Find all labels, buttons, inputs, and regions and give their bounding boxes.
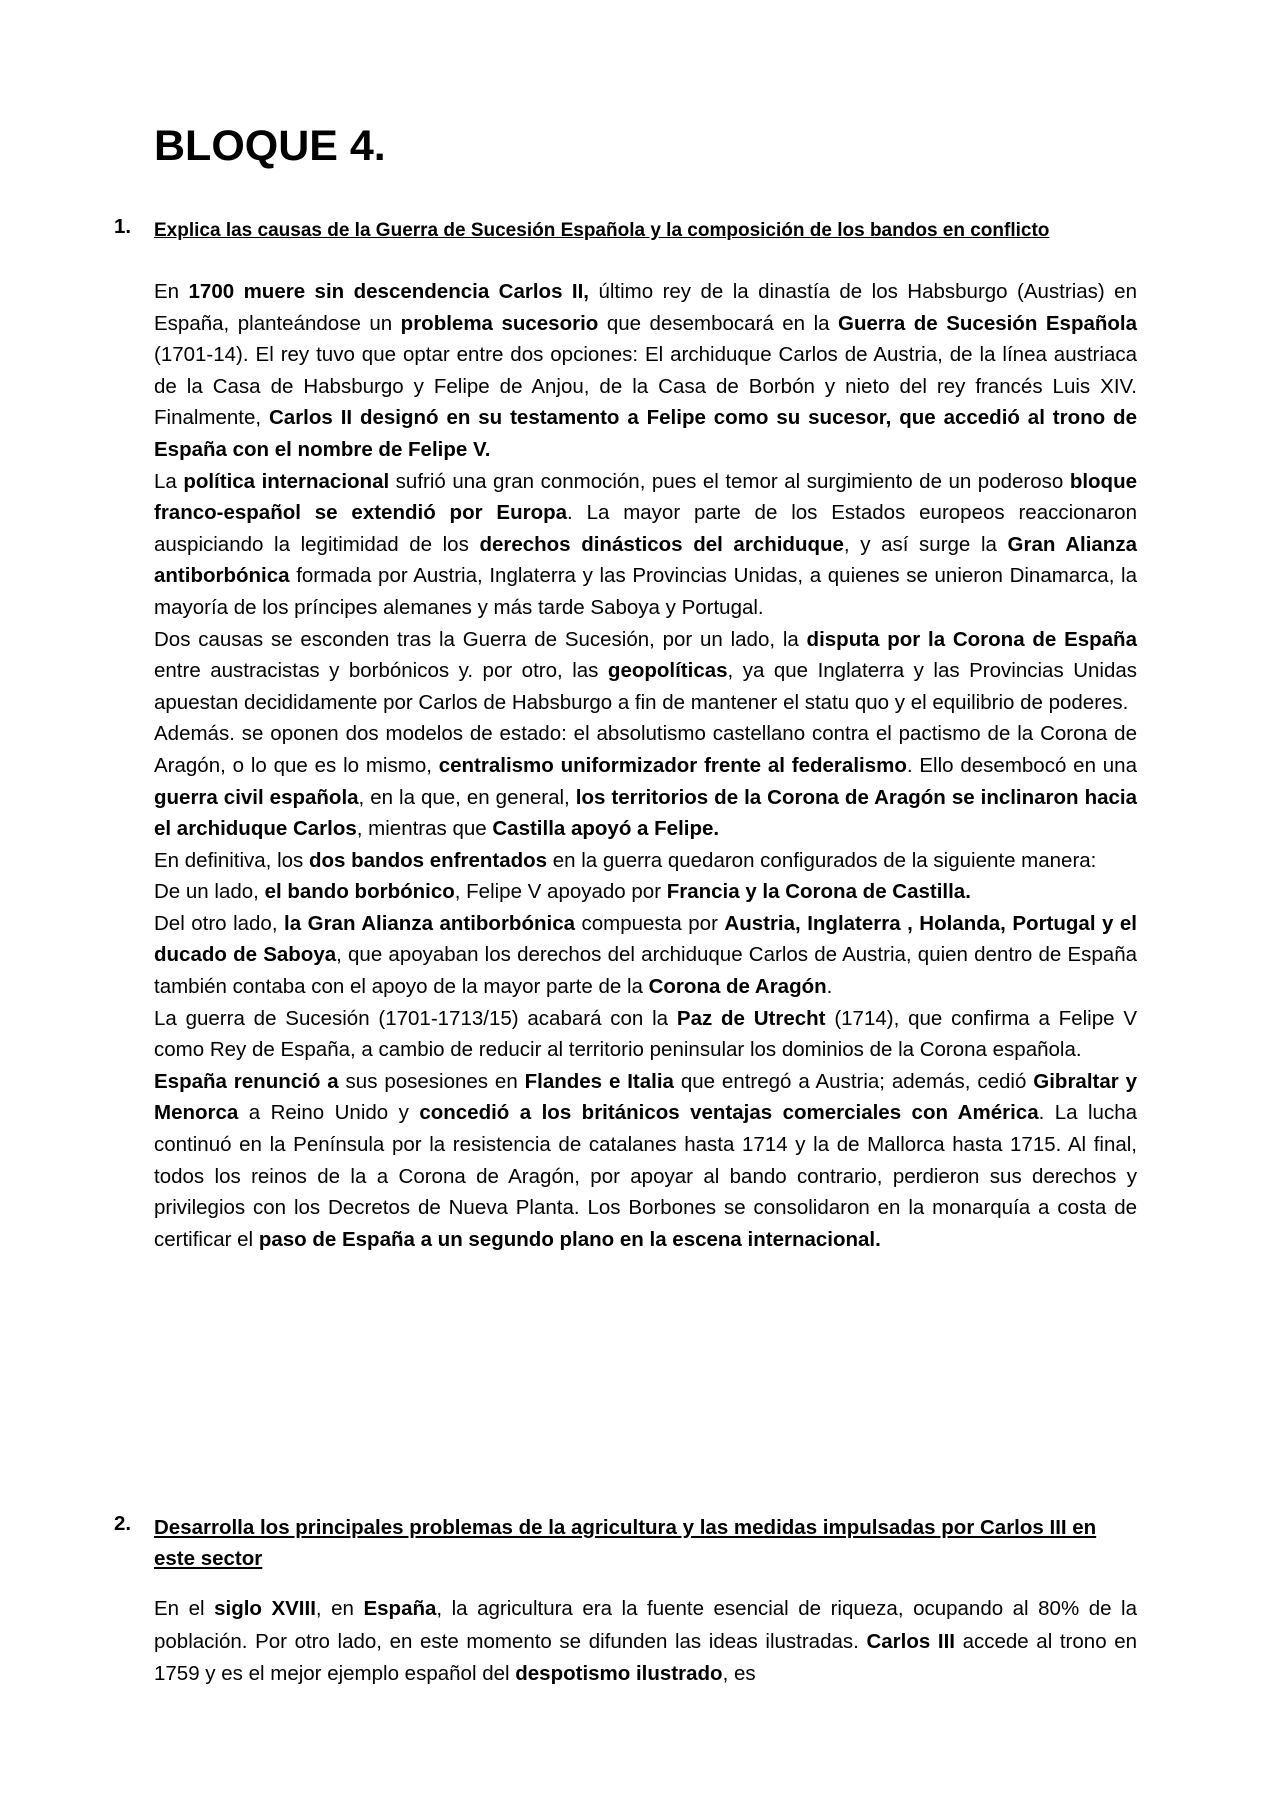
text-run: En definitiva, los bbox=[154, 848, 309, 872]
paragraph bbox=[154, 276, 1137, 466]
bold-text: bloque franco-español se extendió por Europa bbox=[154, 469, 1137, 525]
bold-text: Guerra de Sucesión Española bbox=[838, 311, 1138, 335]
paragraph bbox=[154, 845, 1137, 877]
text-run: La bbox=[154, 469, 184, 493]
bold-text: Austria, Inglaterra , Holanda, Portugal y el ducado de Saboya bbox=[154, 911, 1137, 967]
text-run: , Felipe V apoyado por bbox=[454, 880, 667, 904]
bold-text: Paz de Utrecht bbox=[676, 1006, 826, 1030]
bold-text: geopolíticas bbox=[607, 659, 728, 683]
text-run: compuesta por bbox=[575, 911, 725, 935]
text-run: accede al trono en 1759 y es el mejor ejemplo español del bbox=[154, 1629, 1138, 1685]
text-run: . La lucha continuó en la Península por la resistencia de catalanes hasta 1714 y la de Mallorca hasta 1715. Al final, todos los reinos de la a Corona de Aragón, por apoyar al bando contrario, perdieron sus derechos y privilegios con los Decretos de Nueva Planta. Los Borbones se consolidaron en la monarquía a costa de certificar el bbox=[154, 1101, 1137, 1251]
page-heading: BLOQUE 4. bbox=[154, 122, 386, 170]
bold-text: 1700 muere sin descendencia Carlos II, bbox=[188, 280, 589, 303]
text-run: , que apoyaban los derechos del archiduque Carlos de Austria, quien dentro de España también contaba con el apoyo de la mayor parte de la bbox=[154, 943, 1137, 999]
text-run: que entregó a Austria; además, cedió bbox=[673, 1069, 1034, 1093]
bold-text: Carlos III bbox=[866, 1629, 955, 1653]
question-2-body bbox=[154, 1593, 1137, 1691]
text-run: , en bbox=[315, 1597, 364, 1620]
bold-text: Francia y la Corona de Castilla. bbox=[666, 880, 971, 904]
paragraph bbox=[154, 908, 1137, 1003]
question-1-body bbox=[154, 276, 1137, 1255]
question-title: Desarrolla los principales problemas de la agricultura y las medidas impulsadas por Carlos III en este sector bbox=[154, 1516, 1097, 1570]
bold-text: disputa por la Corona de España bbox=[806, 627, 1137, 651]
text-run: , y así surge la bbox=[843, 532, 1008, 556]
text-run: Dos causas se esconden tras la Guerra de Sucesión, por un lado, la bbox=[154, 627, 807, 651]
text-run: que desembocará en la bbox=[598, 311, 839, 335]
bold-text: despotismo ilustrado bbox=[515, 1662, 723, 1685]
text-run: . La mayor parte de los Estados europeos reaccionaron auspiciando la legitimidad de los bbox=[154, 501, 1137, 556]
bold-text: guerra civil española bbox=[154, 785, 359, 809]
question-title: Explica las causas de la Guerra de Sucesión Española y la composición de los bandos en conflicto bbox=[154, 220, 1050, 241]
text-run: en la guerra quedaron configurados de la siguiente manera: bbox=[547, 848, 1097, 872]
bold-text: Castilla apoyó a Felipe. bbox=[492, 817, 720, 841]
text-run: sus posesiones en bbox=[338, 1069, 525, 1093]
paragraph bbox=[154, 1593, 1137, 1691]
bold-text: España bbox=[363, 1597, 437, 1620]
paragraph bbox=[154, 466, 1137, 624]
bold-text: el bando borbónico bbox=[264, 880, 455, 904]
bold-text: Gibraltar y Menorca bbox=[154, 1069, 1138, 1125]
paragraph bbox=[154, 1066, 1137, 1256]
bold-text: la Gran Alianza antiborbónica bbox=[284, 911, 575, 935]
paragraph bbox=[154, 624, 1137, 719]
text-run: Del otro lado, bbox=[154, 911, 285, 935]
question-number: 1. bbox=[114, 215, 132, 238]
text-run: último rey de la dinastía de los Habsburgo (Austrias) en España, planteándose un bbox=[154, 280, 1137, 335]
paragraph bbox=[154, 718, 1137, 844]
bold-text: Corona de Aragón bbox=[648, 975, 827, 999]
bold-text: los territorios de la Corona de Aragón se inclinaron hacia el archiduque Carlos bbox=[154, 785, 1137, 841]
bold-text: Carlos II designó en su testamento a Felipe como su sucesor, que accedió al trono de España con el nombre de Felipe V. bbox=[154, 406, 1137, 461]
text-run: La guerra de Sucesión (1701-1713/15) acabará con la bbox=[154, 1006, 677, 1030]
paragraph bbox=[154, 876, 1137, 908]
text-run: , es bbox=[722, 1662, 756, 1685]
text-run: sufrió una gran conmoción, pues el temor al surgimiento de un poderoso bbox=[389, 469, 1070, 493]
text-run: De un lado, bbox=[154, 880, 265, 904]
bold-text: España renunció a bbox=[154, 1069, 339, 1093]
bold-text: concedió a los británicos ventajas comerciales con América bbox=[419, 1101, 1039, 1125]
text-run: (1701-14). El rey tuvo que optar entre dos opciones: El archiduque Carlos de Austria, de la línea austriaca de la Casa de Habsburgo y Felipe de Anjou, de la Casa de Borbón y nieto del rey francés Luis XIV. Finalmente, bbox=[154, 343, 1137, 430]
bold-text: centralismo uniformizador frente al federalismo bbox=[438, 753, 907, 777]
text-run: En el bbox=[154, 1597, 215, 1620]
bold-text: siglo XVIII bbox=[214, 1597, 316, 1620]
bold-text: dos bandos enfrentados bbox=[308, 848, 548, 872]
text-run: . bbox=[826, 975, 833, 999]
text-run: a Reino Unido y bbox=[238, 1101, 420, 1125]
text-run: formada por Austria, Inglaterra y las Provincias Unidas, a quienes se unieron Dinamarca, la mayoría de los príncipes alemanes y más tarde Saboya y Portugal. bbox=[154, 564, 1137, 619]
question-1-header bbox=[114, 215, 1138, 246]
bold-text: política internacional bbox=[183, 469, 390, 493]
bold-text: derechos dinásticos del archiduque bbox=[479, 532, 844, 556]
text-run: Además. se oponen dos modelos de estado: el absolutismo castellano contra el pactismo de la Corona de Aragón, o lo que es lo mismo, bbox=[154, 722, 1137, 777]
text-run: entre austracistas y borbónicos y. por otro, las bbox=[154, 659, 608, 683]
text-run: . Ello desembocó en una bbox=[906, 753, 1137, 777]
text-run: , ya que Inglaterra y las Provincias Unidas apuestan decididamente por Carlos de Habsburgo a fin de mantener el statu quo y el equilibrio de poderes. bbox=[154, 659, 1138, 714]
text-run: , mientras que bbox=[356, 817, 493, 841]
text-run: , en la que, en general, bbox=[358, 785, 576, 809]
bold-text: Flandes e Italia bbox=[524, 1069, 674, 1093]
question-2-header bbox=[114, 1512, 1138, 1574]
bold-text: paso de España a un segundo plano en la escena internacional. bbox=[258, 1227, 881, 1251]
text-run: En bbox=[154, 280, 189, 303]
bold-text: Gran Alianza antiborbónica bbox=[154, 532, 1137, 588]
question-number: 2. bbox=[114, 1512, 132, 1535]
text-run: , la agricultura era la fuente esencial de riqueza, ocupando al 80% de la población. Por otro lado, en este momento se difunden las ideas ilustradas. bbox=[154, 1597, 1137, 1653]
paragraph bbox=[154, 1003, 1137, 1066]
bold-text: problema sucesorio bbox=[400, 311, 599, 335]
text-run: (1714), que confirma a Felipe V como Rey de España, a cambio de reducir al territorio peninsular los dominios de la Corona española. bbox=[154, 1006, 1137, 1062]
